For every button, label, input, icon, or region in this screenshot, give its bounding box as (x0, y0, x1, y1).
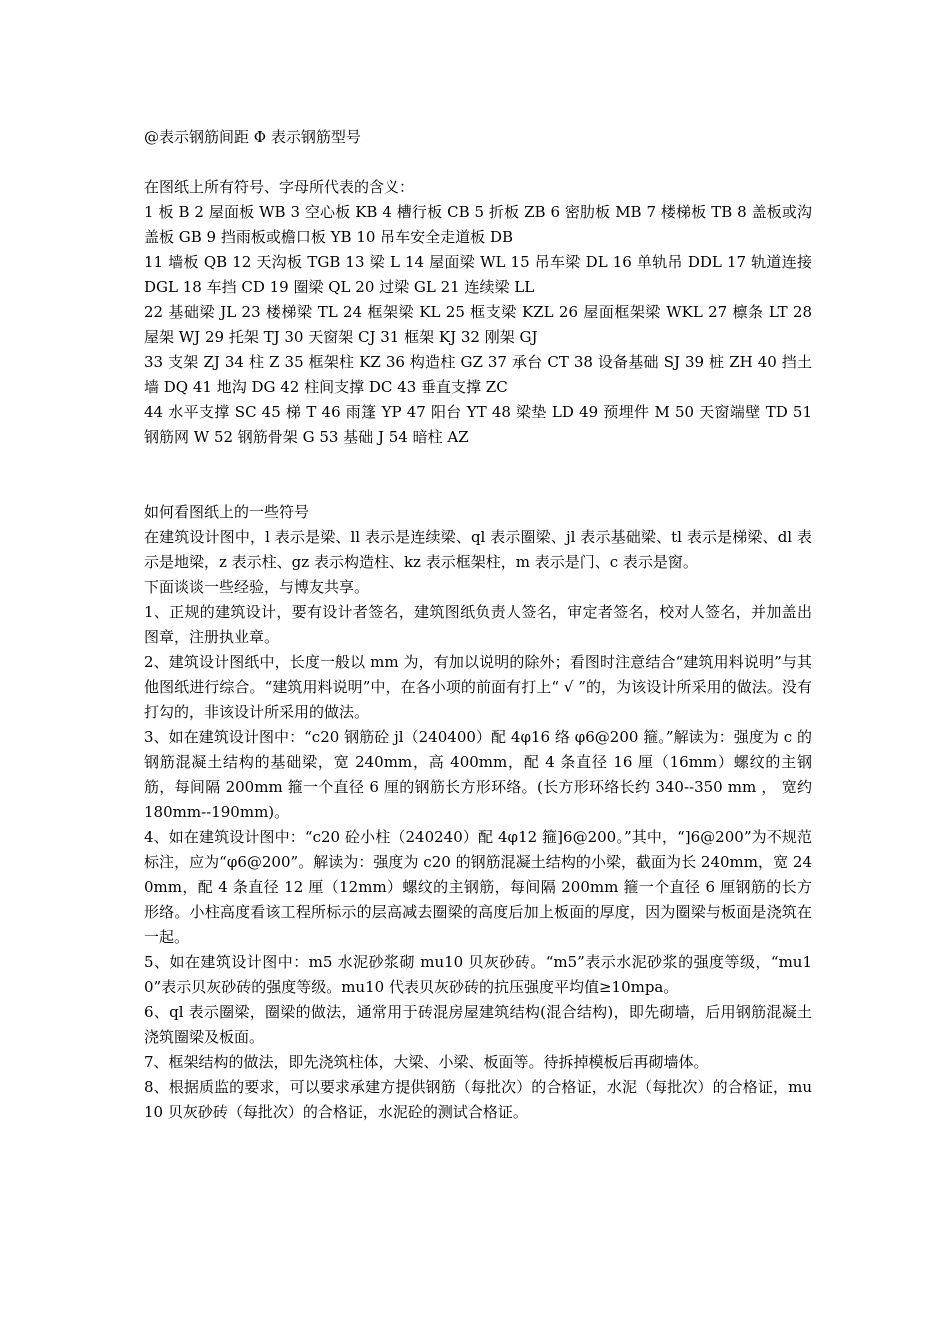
body-paragraph: 在建筑设计图中，l 表示是梁、ll 表示是连续梁、ql 表示圈梁、jl 表示基础梁、tl 表示是梯梁、dl 表示是地梁，z 表示柱、gz 表示构造柱、kz 表示框架柱，m 表示是门、c 表示是窗。 (144, 528, 812, 571)
section-2-title: 如何看图纸上的一些符号 (144, 503, 310, 521)
symbol-list-paragraph: 1 板 B 2 屋面板 WB 3 空心板 KB 4 槽行板 CB 5 折板 ZB 6 密肋板 MB 7 楼梯板 TB 8 盖板或沟盖板 GB 9 挡雨板或檐口板 YB 10 吊车安全走道板 DB (144, 203, 812, 246)
section-1-title: 在图纸上所有符号、字母所代表的含义： (144, 178, 415, 196)
body-paragraph: 2、建筑设计图纸中，长度一般以 mm 为，有加以说明的除外；看图时注意结合“建筑用料说明”与其他图纸进行综合。“建筑用料说明”中，在各小项的前面有打上“ √ ”的，为该设计所采用的做法。没有打勾的，非该设计所采用的做法。 (144, 653, 812, 721)
symbol-list-paragraph: 44 水平支撑 SC 45 梯 T 46 雨篷 YP 47 阳台 YT 48 梁垫 LD 49 预埋件 M 50 天窗端壁 TD 51 钢筋网 W 52 钢筋骨架 G 53 基础 J 54 暗柱 AZ (144, 403, 812, 446)
symbol-list-paragraph: 11 墙板 QB 12 天沟板 TGB 13 梁 L 14 屋面梁 WL 15 吊车梁 DL 16 单轨吊 DDL 17 轨道连接 DGL 18 车挡 CD 19 圈梁 QL 20 过梁 GL 21 连续梁 LL (144, 253, 812, 296)
symbol-list-paragraph: 22 基础梁 JL 23 楼梯梁 TL 24 框架梁 KL 25 框支梁 KZL 26 屋面框架梁 WKL 27 檩条 LT 28 屋架 WJ 29 托架 TJ 30 天窗架 CJ 31 框架 KJ 32 刚架 GJ (144, 303, 812, 346)
body-paragraph: 7、框架结构的做法，即先浇筑柱体，大梁、小梁、板面等。待拆掉模板后再砌墙体。 (144, 1053, 709, 1071)
body-paragraph: 下面谈谈一些经验，与博友共享。 (144, 578, 370, 596)
body-paragraph: 6、ql 表示圈梁，圈梁的做法，通常用于砖混房屋建筑结构(混合结构)，即先砌墙，后用钢筋混凝土浇筑圈梁及板面。 (144, 1003, 812, 1046)
spacer (144, 450, 812, 500)
body-paragraph: 3、如在建筑设计图中：“c20 钢筋砼 jl（240400）配 4φ16 络 φ6@200 箍。”解读为：强度为 c 的钢筋混凝土结构的基础梁，宽 240mm，高 400mm，配 4 条直径 16 厘（16mm）螺纹的主钢筋，每间隔 200mm 箍一个直径 6 厘的钢筋长方形环络。(长方形环络长约 340--350 mm ， 宽约 180mm--190mm)。 (144, 728, 812, 821)
body-paragraph: 5、如在建筑设计图中：m5 水泥砂浆砌 mu10 贝灰砂砖。“m5”表示水泥砂浆的强度等级，“mu10”表示贝灰砂砖的强度等级。mu10 代表贝灰砂砖的抗压强度平均值≥10mpa。 (144, 953, 812, 996)
body-paragraph: 8、根据质监的要求，可以要求承建方提供钢筋（每批次）的合格证，水泥（每批次）的合格证，mu10 贝灰砂砖（每批次）的合格证，水泥砼的测试合格证。 (144, 1078, 812, 1121)
body-paragraph: 4、如在建筑设计图中：“c20 砼小柱（240240）配 4φ12 箍]6@200。”其中，“]6@200”为不规范标注，应为“φ6@200”。解读为：强度为 c20 的钢筋混凝土结构的小梁，截面为长 240mm，宽 240mm，配 4 条直径 12 厘（12mm）螺纹的主钢筋，每间隔 200mm 箍一个直径 6 厘钢筋的长方形络。小柱高度看该工程所标示的层高减去圈梁的高度后加上板面的厚度，因为圈梁与板面是浇筑在一起。 (144, 828, 812, 946)
symbol-list-paragraph: 33 支架 ZJ 34 柱 Z 35 框架柱 KZ 36 构造柱 GZ 37 承台 CT 38 设备基础 SJ 39 桩 ZH 40 挡土墙 DQ 41 地沟 DG 42 柱间支撑 DC 43 垂直支撑 ZC (144, 353, 812, 396)
header-line: @表示钢筋间距 Φ 表示钢筋型号 (144, 128, 361, 146)
body-paragraph: 1、正规的建筑设计，要有设计者签名，建筑图纸负责人签名，审定者签名，校对人签名，并加盖出图章，注册执业章。 (144, 603, 812, 646)
spacer (144, 150, 812, 175)
